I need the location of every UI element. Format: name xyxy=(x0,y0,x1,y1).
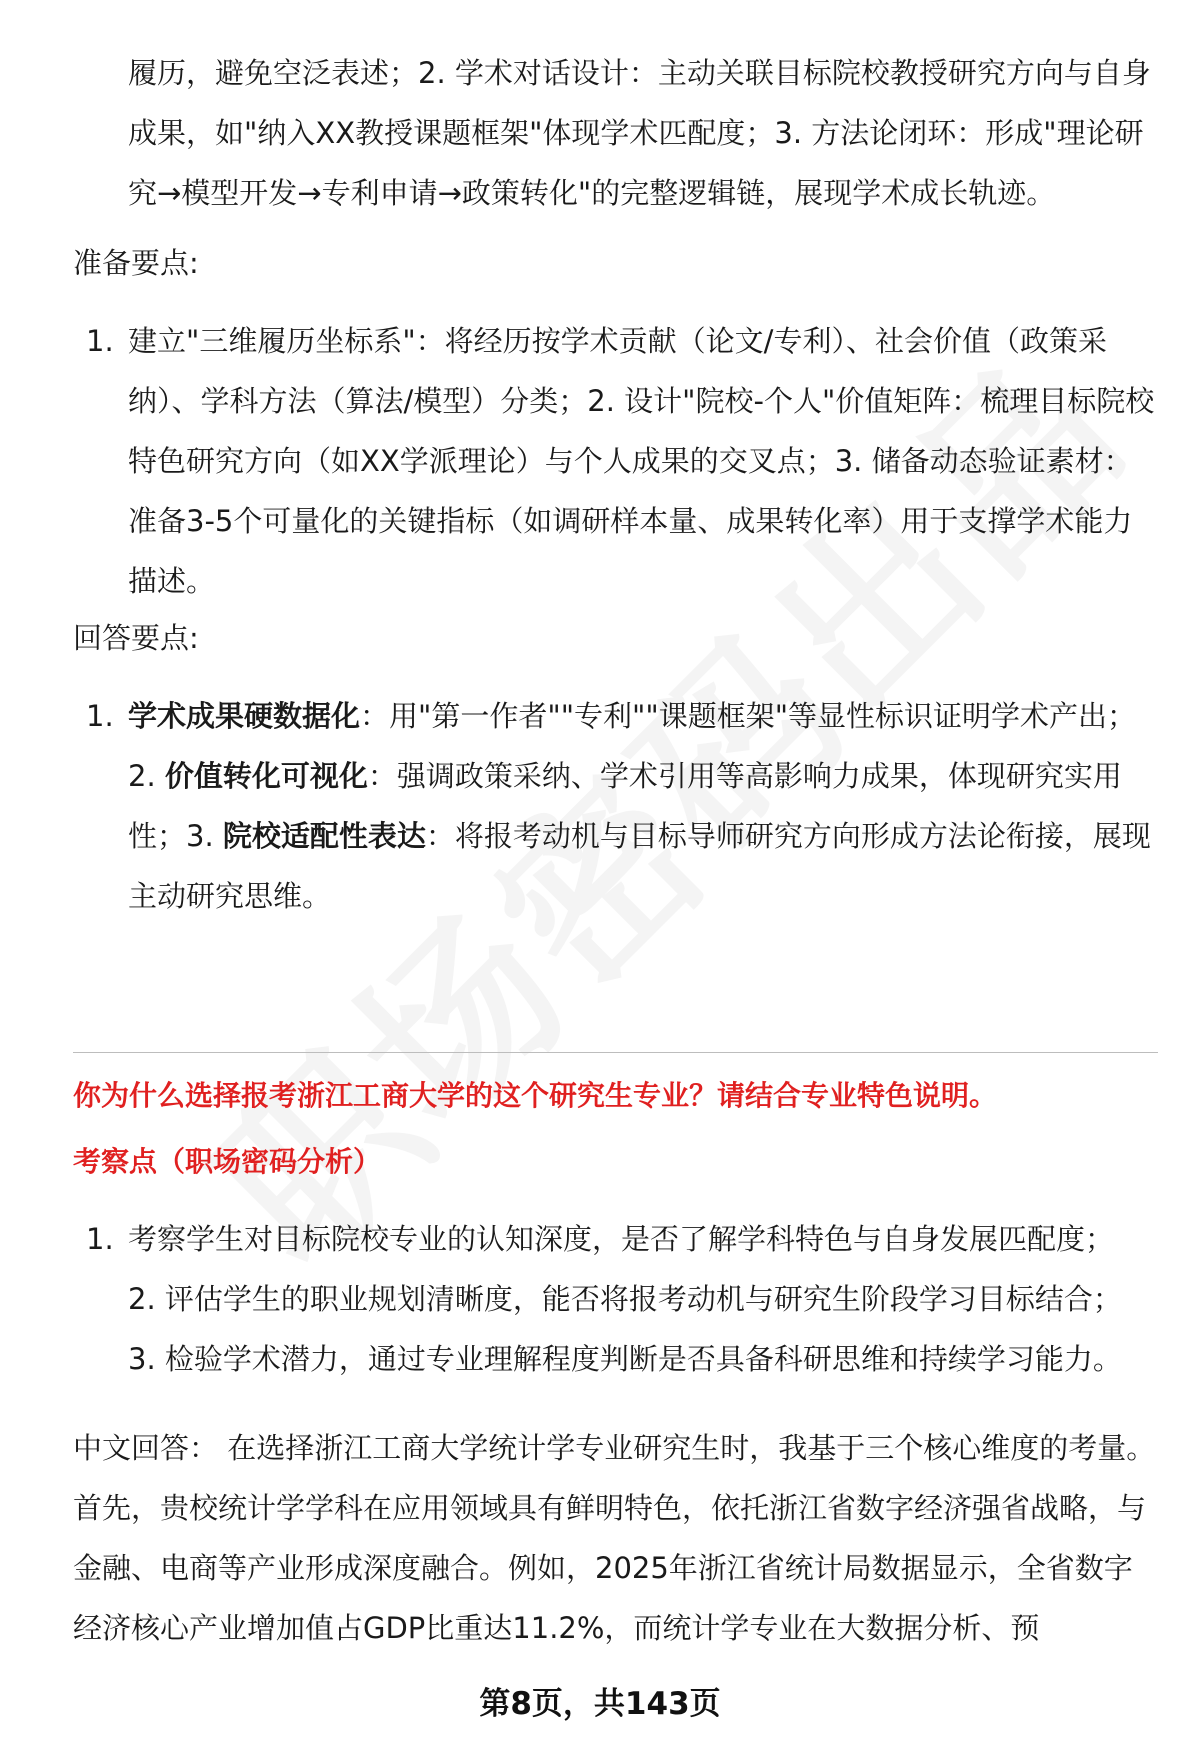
answer-points-label: 回答要点: xyxy=(73,621,199,655)
prep-list-item: 建立"三维履历坐标系"：将经历按学术贡献（论文/专利）、社会价值（政策采纳）、学科方法（算法/模型）分类；2. 设计"院校-个人"价值矩阵：梳理目标院校特色研究方向（如XX学派理论）与个人成果的交叉点；3. 储备动态验证素材：准备3-5个可量化的关键指标（如调研样本量、成果转化率）用于支撑学术能力描述。 xyxy=(128,324,1155,598)
top-paragraph: 履历，避免空泛表述；2. 学术对话设计：主动关联目标院校教授研究方向与自身成果，如"纳入XX教授课题框架"体现学术匹配度；3. 方法论闭环：形成"理论研究→模型开发→专利申请→政策转化"的完整逻辑链，展现学术成长轨迹。 xyxy=(128,56,1151,210)
chinese-answer: 中文回答： 在选择浙江工商大学统计学专业研究生时，我基于三个核心维度的考量。首先，贵校统计学学科在应用领域具有鲜明特色，依托浙江省数字经济强省战略，与金融、电商等产业形成深度融合。例如，2025年浙江省统计局数据显示，全省数字经济核心产业增加值占GDP比重达11.2%，而统计学专业在大数据分析、预 xyxy=(73,1431,1156,1645)
answer-list-item xyxy=(128,686,1158,926)
answer-text-1: ：用"第一作者""专利""课题框架"等显性标识证明学术产出；2. xyxy=(128,699,1137,793)
answer-bold-1: 学术成果硬数据化 xyxy=(128,699,361,733)
question-title: 你为什么选择报考浙江工商大学的这个研究生专业？请结合专业特色说明。 xyxy=(73,1079,998,1112)
page-number-footer: 第8页，共143页 xyxy=(479,1686,721,1722)
exam-item-2: 2. 评估学生的职业规划清晰度，能否将报考动机与研究生阶段学习目标结合； xyxy=(128,1282,1122,1316)
answer-bold-3: 院校适配性表达 xyxy=(222,819,426,853)
answer-bold-2: 价值转化可视化 xyxy=(164,759,368,793)
prep-points-label: 准备要点: xyxy=(73,246,199,280)
answer-text-3: ：将报考动机与目标导师研究方向形成方法论衔接，展现主动研究思维。 xyxy=(128,819,1151,913)
answer-text-2: ：强调政策采纳、学术引用等高影响力成果，体现研究实用性；3. xyxy=(128,759,1122,853)
section-divider xyxy=(73,1052,1158,1053)
exam-item-1: 考察学生对目标院校专业的认知深度，是否了解学科特色与自身发展匹配度； xyxy=(128,1222,1115,1256)
exam-list-number: 1. xyxy=(86,1222,114,1256)
prep-list-number: 1. xyxy=(86,324,114,358)
exam-item-3: 3. 检验学术潜力，通过专业理解程度判断是否具备科研思维和持续学习能力。 xyxy=(128,1342,1122,1376)
exam-points-label: 考察点（职场密码分析） xyxy=(73,1145,382,1178)
answer-list-number: 1. xyxy=(86,699,114,733)
